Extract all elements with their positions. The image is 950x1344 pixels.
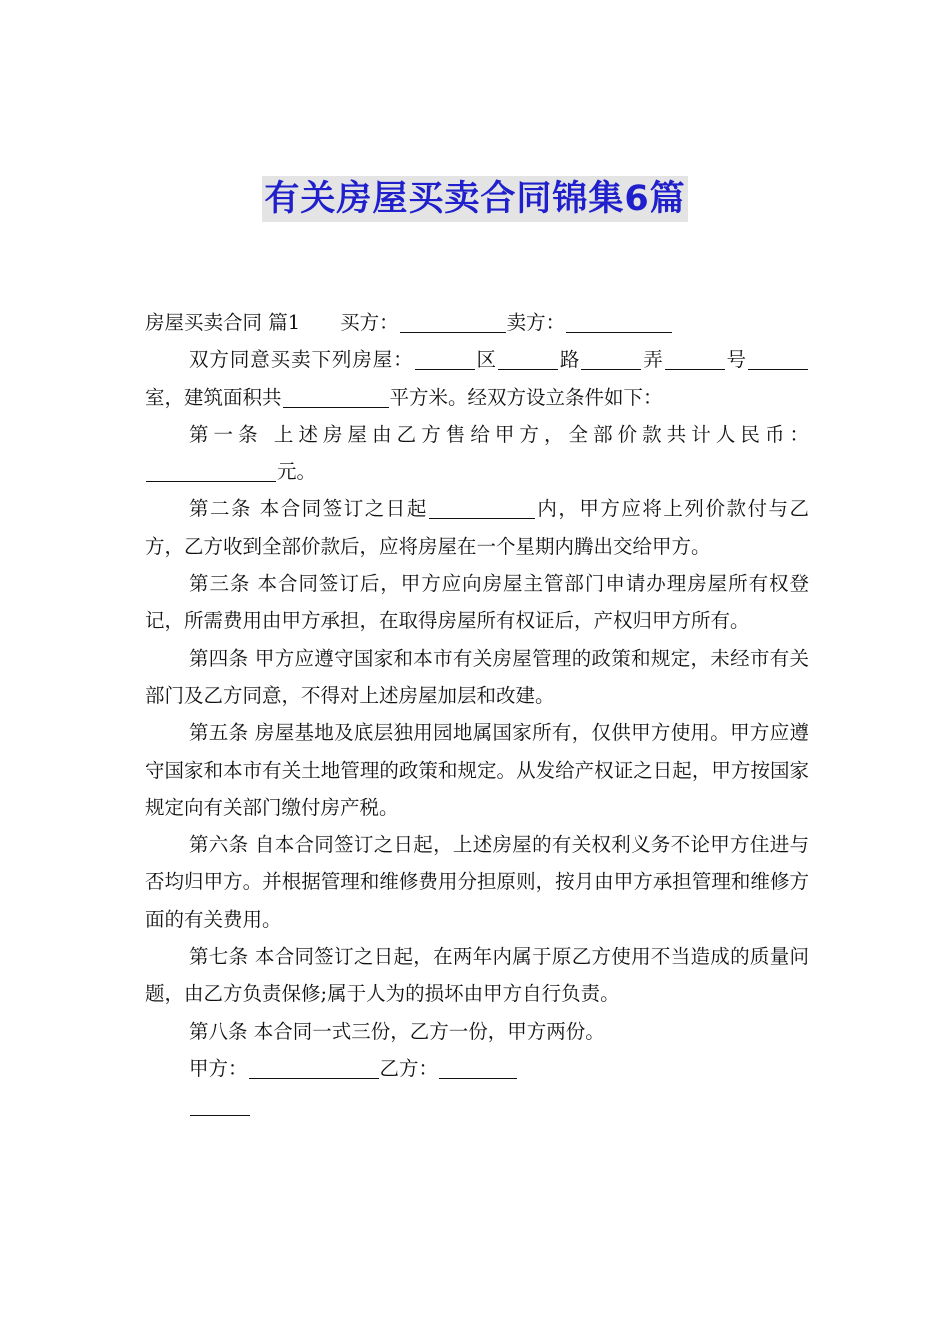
party-a-blank xyxy=(249,1058,379,1079)
price-blank xyxy=(146,462,276,483)
article-1-text: 第一条 上述房屋由乙方售给甲方，全部价款共计人民币： xyxy=(189,422,809,446)
buyer-blank xyxy=(400,313,506,334)
district-label: 区 xyxy=(475,348,497,372)
signature-line xyxy=(145,1050,809,1087)
article-8: 第八条 本合同一式三份，乙方一份，甲方两份。 xyxy=(189,1019,605,1043)
buyer-label: 买方： xyxy=(340,311,399,334)
article-2-text-b: 内，甲方应将上列价款付与乙方，乙方收到全部价款后，应将房屋在一个星期内腾出交给甲方。 xyxy=(145,497,809,558)
article-4: 第四条 甲方应遵守国家和本市有关房屋管理的政策和规定，未经市有关部门及乙方同意，不得对上述房屋加层和改建。 xyxy=(145,646,809,707)
seller-blank xyxy=(566,313,672,334)
number-blank xyxy=(665,350,725,371)
article-5: 第五条 房屋基地及底层独用园地属国家所有，仅供甲方使用。甲方应遵守国家和本市有关土地管理的政策和规定。从发给产权证之日起，甲方按国家规定向有关部门缴付房产税。 xyxy=(145,721,809,819)
lane-blank xyxy=(581,350,641,371)
title-container xyxy=(0,176,950,222)
lane-label: 弄 xyxy=(642,348,664,372)
district-blank xyxy=(415,350,475,371)
article-2-text-a: 第二条 本合同签订之日起 xyxy=(189,497,428,521)
party-a-label: 甲方： xyxy=(189,1056,248,1080)
article-1 xyxy=(145,416,809,491)
article-7: 第七条 本合同签订之日起，在两年内属于原乙方使用不当造成的质量问题，由乙方负责保修;属于人为的损坏由甲方自行负责。 xyxy=(145,945,809,1006)
area-blank xyxy=(283,387,389,408)
area-unit-text: 平方米。经双方设立条件如下： xyxy=(389,385,663,409)
article-6: 第六条 自本合同签订之日起，上述房屋的有关权利义务不论甲方住进与否均归甲方。并根据管理和维修费用分担原则，按月由甲方承担管理和维修方面的有关费用。 xyxy=(145,833,809,931)
document-title: 有关房屋买卖合同锦集6篇 xyxy=(262,176,687,222)
party-b-blank-continued xyxy=(190,1096,250,1117)
signature-continuation xyxy=(145,1087,809,1124)
room-label: 室，建筑面积共 xyxy=(145,385,282,409)
number-label: 号 xyxy=(725,348,747,372)
price-unit: 元。 xyxy=(277,460,317,484)
party-b-blank xyxy=(439,1058,517,1079)
room-blank xyxy=(748,350,808,371)
article-3: 第三条 本合同签订后，甲方应向房屋主管部门申请办理房屋所有权登记，所需费用由甲方承担，在取得房屋所有权证后，产权归甲方所有。 xyxy=(145,572,809,633)
header-line xyxy=(145,304,809,341)
payment-period-blank xyxy=(429,499,535,520)
intro-text: 双方同意买卖下列房屋： xyxy=(189,348,414,372)
contract-heading: 房屋买卖合同 篇1 xyxy=(145,311,301,334)
road-label: 路 xyxy=(558,348,581,372)
party-b-label: 乙方： xyxy=(379,1056,439,1080)
contract-body xyxy=(145,304,809,1125)
article-2 xyxy=(145,490,809,565)
seller-label: 卖方： xyxy=(506,311,566,334)
intro-paragraph xyxy=(145,341,809,416)
road-blank xyxy=(498,350,558,371)
